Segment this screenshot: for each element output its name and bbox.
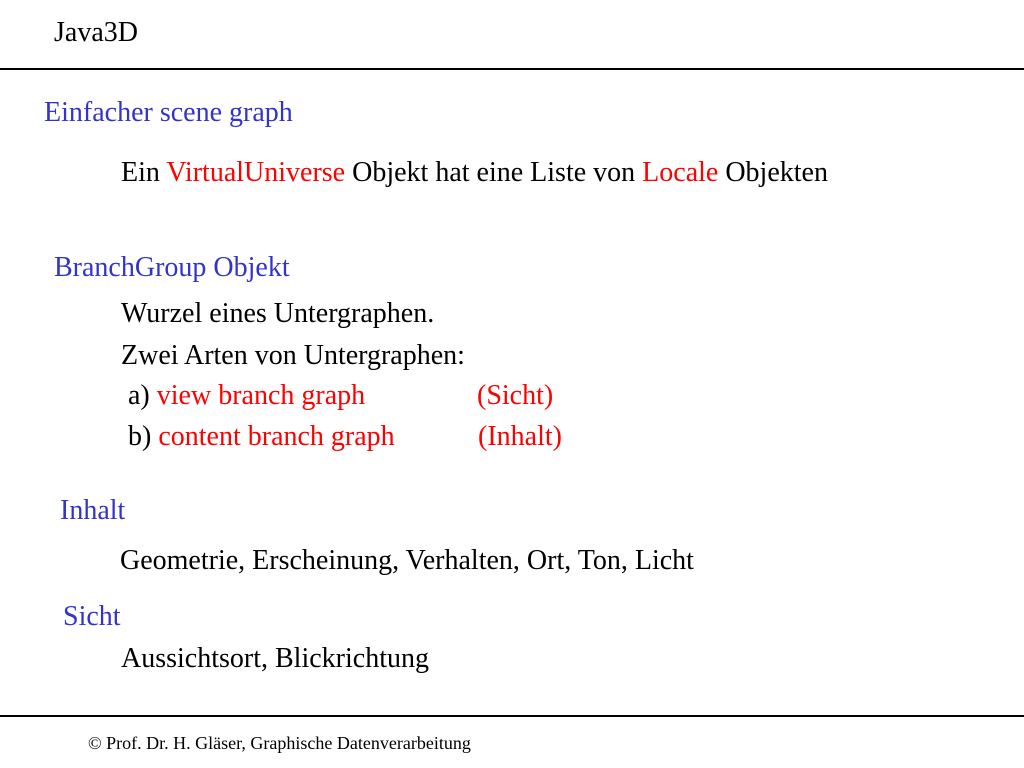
branchgroup-line-2: Zwei Arten von Untergraphen: <box>121 340 465 371</box>
footer-copyright: © Prof. Dr. H. Gläser, Graphische Datenverarbeitung <box>88 733 471 753</box>
gloss-sicht: (Sicht) <box>477 380 554 411</box>
section-heading-branchgroup: BranchGroup Objekt <box>54 252 290 283</box>
slide-title: Java3D <box>54 17 138 48</box>
list-marker: b) <box>128 421 159 452</box>
section-heading-scene-graph: Einfacher scene graph <box>44 97 293 128</box>
list-item-view-branch <box>128 382 365 410</box>
scene-graph-description <box>121 159 828 187</box>
term-locale: Locale <box>642 157 719 188</box>
list-marker: a) <box>128 380 157 411</box>
section-heading-inhalt: Inhalt <box>60 495 126 526</box>
list-item-content-branch <box>128 423 395 451</box>
term-content-branch-graph: content branch graph <box>158 421 395 452</box>
inhalt-description: Geometrie, Erscheinung, Verhalten, Ort, Ton, Licht <box>120 545 694 576</box>
section-heading-sicht: Sicht <box>63 601 121 632</box>
text-segment: Objekt hat eine Liste von <box>345 157 643 188</box>
sicht-description: Aussichtsort, Blickrichtung <box>121 643 429 674</box>
text-segment: Ein <box>121 157 167 188</box>
footer-divider <box>0 715 1024 717</box>
term-virtualuniverse: VirtualUniverse <box>166 157 346 188</box>
gloss-inhalt: (Inhalt) <box>478 421 562 452</box>
branchgroup-line-1: Wurzel eines Untergraphen. <box>121 298 435 329</box>
header-divider <box>0 68 1024 70</box>
term-view-branch-graph: view branch graph <box>156 380 366 411</box>
text-segment: Objekten <box>718 157 828 188</box>
